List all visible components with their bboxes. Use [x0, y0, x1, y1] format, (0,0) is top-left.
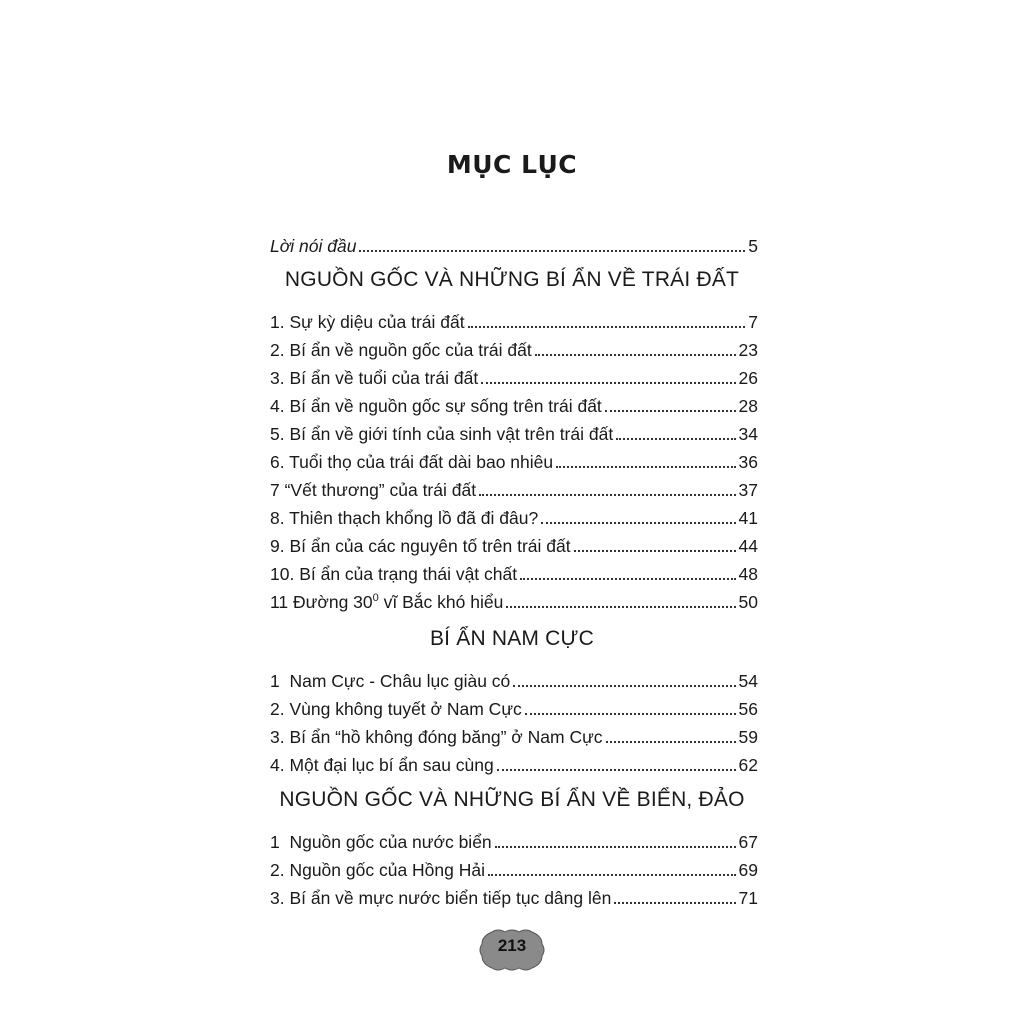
toc-entry [270, 447, 758, 473]
dot-leader [541, 522, 735, 524]
toc-entry-title: 4. Bí ẩn về nguồn gốc sự sống trên trái đất [270, 396, 602, 416]
dot-leader [481, 382, 735, 384]
toc-entry [270, 475, 758, 501]
dot-leader [513, 685, 735, 687]
toc-entry-title: 3. Bí ẩn về tuổi của trái đất [270, 368, 479, 388]
toc-entry-preface [270, 231, 758, 257]
toc-entry [270, 363, 758, 389]
toc-entry-page: 5 [748, 236, 758, 256]
toc-entry [270, 694, 758, 720]
dot-leader [495, 846, 736, 848]
toc-entry [270, 827, 758, 853]
toc-entry-title: 5. Bí ẩn về giới tính của sinh vật trên trái đất [270, 424, 614, 444]
toc-entry [270, 722, 758, 748]
toc-entry-title: 1. Sự kỳ diệu của trái đất [270, 312, 465, 332]
toc-entry-title: 9. Bí ẩn của các nguyên tố trên trái đất [270, 536, 571, 556]
dot-leader [359, 250, 745, 252]
toc-entry [270, 855, 758, 881]
toc-entry-title: 3. Bí ẩn “hồ không đóng băng” ở Nam Cực [270, 727, 603, 747]
dot-leader [497, 769, 736, 771]
toc-entry-page: 28 [738, 396, 758, 416]
section-heading: NGUỒN GỐC VÀ NHỮNG BÍ ẨN VỀ BIỂN, ĐẢO [279, 788, 745, 811]
toc-entry-title: 2. Bí ẩn về nguồn gốc của trái đất [270, 340, 532, 360]
dot-leader [556, 466, 735, 468]
toc-entry [270, 750, 758, 776]
toc-entry-title: 8. Thiên thạch khổng lồ đã đi đâu? [270, 508, 539, 528]
dot-leader [506, 606, 735, 608]
toc-entry-page: 48 [738, 564, 758, 584]
toc-entry-page: 23 [738, 340, 758, 360]
toc-entry-title: 4. Một đại lục bí ẩn sau cùng [270, 755, 494, 775]
dot-leader [479, 494, 735, 496]
toc-entry-title: 1 Nguồn gốc của nước biển [270, 832, 492, 852]
toc-entry-title: 2. Nguồn gốc của Hồng Hải [270, 860, 485, 880]
toc-entry-title: Lời nói đầu [270, 236, 357, 256]
toc-entry-page: 54 [738, 671, 758, 691]
section-heading: BÍ ẨN NAM CỰC [429, 627, 595, 650]
toc-entry-page: 34 [738, 424, 758, 444]
toc-entry [270, 666, 758, 692]
toc-entry-page: 59 [738, 727, 758, 747]
toc-entry-title: 2. Vùng không tuyết ở Nam Cực [270, 699, 522, 719]
degree-superscript: 0 [372, 592, 379, 604]
dot-leader [605, 410, 736, 412]
toc-entry-page: 7 [748, 312, 758, 332]
page-number: 213 [497, 936, 527, 955]
toc-entry-title: 10. Bí ẩn của trạng thái vật chất [270, 564, 518, 584]
toc-entry-page: 69 [738, 860, 758, 880]
toc-entry [270, 587, 758, 613]
toc-entry-title: 1 Nam Cực - Châu lục giàu có [270, 671, 511, 691]
toc-entry-title-head: 11 Đường 30 [270, 592, 373, 612]
toc-entry-title: 3. Bí ẩn về mực nước biển tiếp tục dâng lên [270, 888, 612, 908]
toc-entry [270, 419, 758, 445]
toc-entry-title [270, 587, 503, 613]
dot-leader [606, 741, 736, 743]
dot-leader [616, 438, 735, 440]
toc-entry-page: 50 [738, 592, 758, 612]
toc-entry [270, 883, 758, 909]
toc-entry-page: 41 [738, 508, 758, 528]
toc-entry-page: 36 [738, 452, 758, 472]
toc-entry-page: 37 [738, 480, 758, 500]
toc-entry-page: 71 [738, 888, 758, 908]
toc-entry [270, 335, 758, 361]
dot-leader [614, 902, 735, 904]
toc-entry-title: 6. Tuổi thọ của trái đất dài bao nhiêu [270, 452, 554, 472]
toc-entry-page: 67 [738, 832, 758, 852]
page-title: MỤC LỤC [446, 150, 578, 179]
toc-entry-title-tail: vĩ Bắc khó hiểu [378, 592, 504, 612]
toc-entry-page: 62 [738, 755, 758, 775]
dot-leader [535, 354, 736, 356]
toc-entry-page: 44 [738, 536, 758, 556]
dot-leader [520, 578, 735, 580]
toc-entry [270, 559, 758, 585]
toc-entry-page: 56 [738, 699, 758, 719]
toc-entry [270, 391, 758, 417]
dot-leader [468, 326, 746, 328]
toc-entry [270, 503, 758, 529]
toc-entry-title: 7 “Vết thương” của trái đất [270, 480, 477, 500]
dot-leader [574, 550, 736, 552]
toc-entry [270, 307, 758, 333]
dot-leader [525, 713, 736, 715]
section-heading: NGUỒN GỐC VÀ NHỮNG BÍ ẨN VỀ TRÁI ĐẤT [284, 268, 740, 291]
toc-entry [270, 531, 758, 557]
dot-leader [488, 874, 736, 876]
toc-entry-page: 26 [738, 368, 758, 388]
